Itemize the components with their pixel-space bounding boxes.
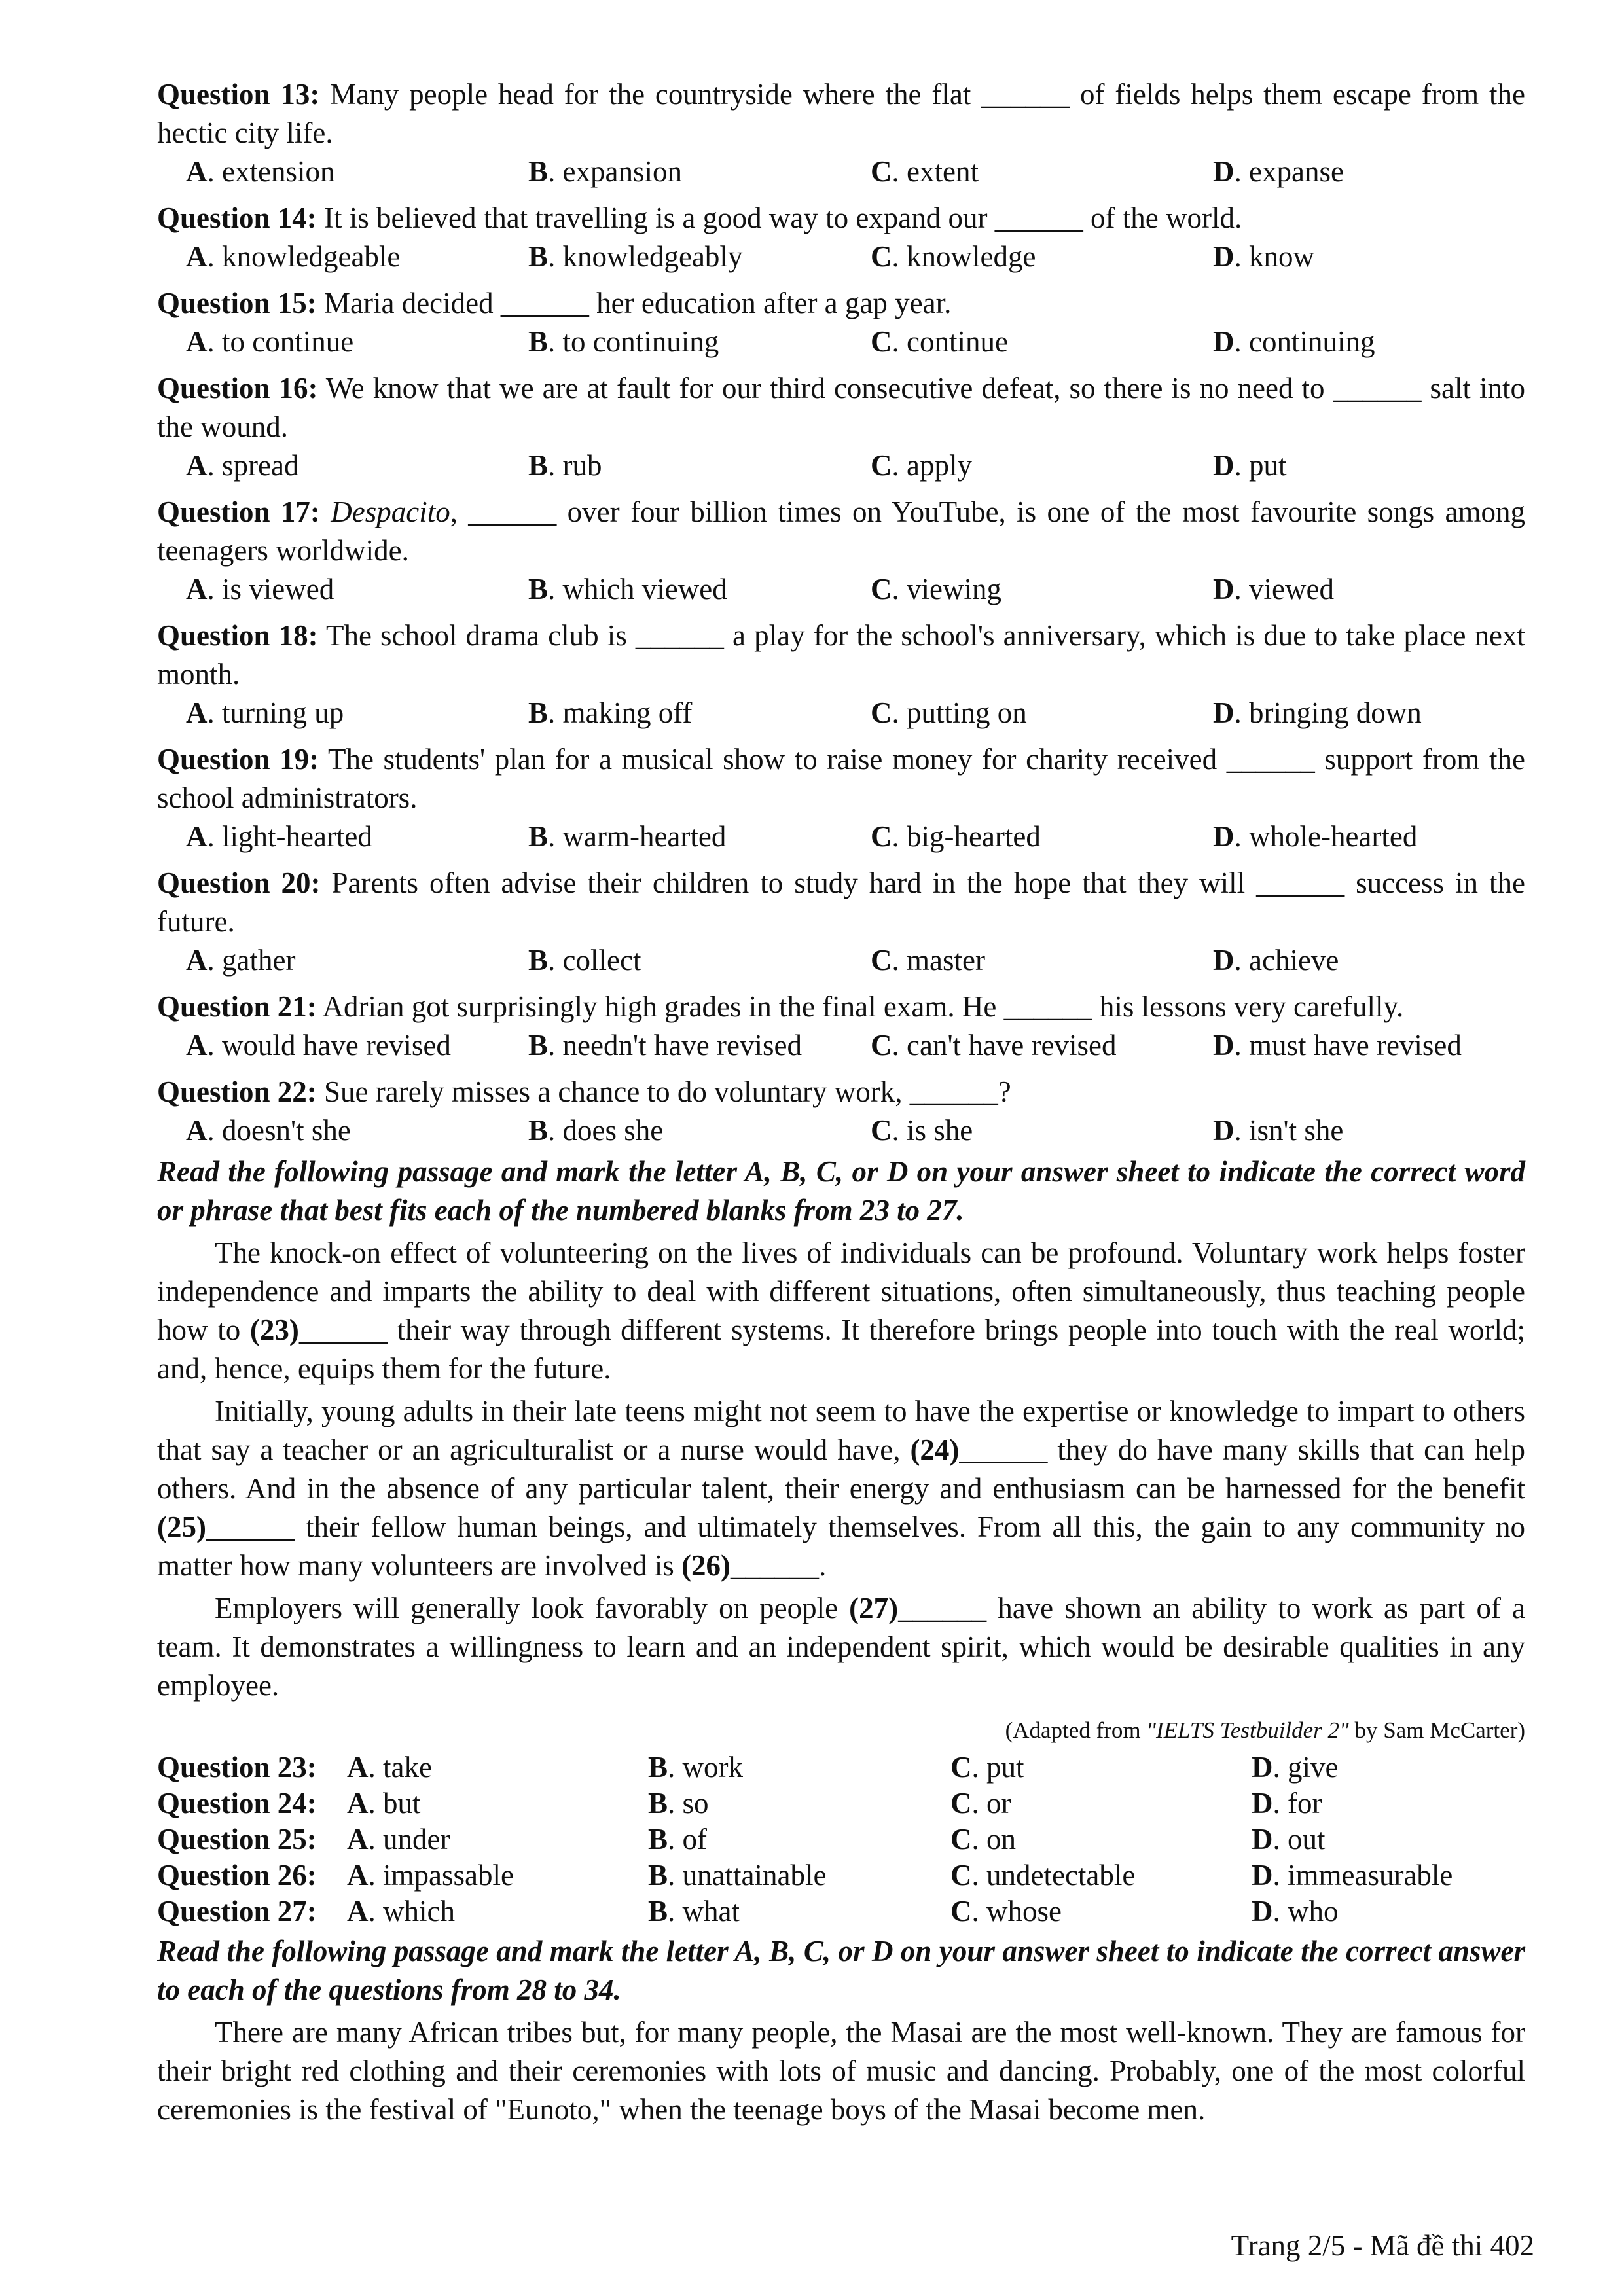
question-label: Question 14: bbox=[157, 202, 317, 234]
cloze-question-24 bbox=[157, 1785, 1525, 1821]
blank-23: (23) bbox=[249, 1314, 299, 1346]
question-stem bbox=[157, 740, 1525, 817]
page-footer: Trang 2/5 - Mã đề thi 402 bbox=[1231, 2229, 1534, 2262]
question-text: Adrian got surprisingly high grades in the final exam. He ______ his lessons very carefully. bbox=[322, 990, 1404, 1023]
question-text: Maria decided ______ her education after a gap year. bbox=[324, 287, 952, 319]
option-b[interactable]: B. knowledgeably bbox=[528, 240, 743, 273]
option-a[interactable]: A. extension bbox=[186, 155, 335, 188]
option-c[interactable]: C. on bbox=[950, 1823, 1016, 1856]
question-text: Sue rarely misses a chance to do voluntary work, ______? bbox=[324, 1075, 1011, 1108]
option-c[interactable]: C. knowledge bbox=[871, 240, 1036, 273]
option-c[interactable]: C. can't have revised bbox=[871, 1029, 1117, 1062]
source-citation: (Adapted from "IELTS Testbuilder 2" by Sam McCarter) bbox=[1005, 1717, 1525, 1743]
cloze-question-23 bbox=[157, 1749, 1525, 1785]
option-c[interactable]: C. or bbox=[950, 1787, 1011, 1820]
blank-24: (24) bbox=[910, 1433, 960, 1466]
answer-options bbox=[157, 1026, 1525, 1065]
option-a[interactable]: A. would have revised bbox=[186, 1029, 451, 1062]
cloze-question-25 bbox=[157, 1821, 1525, 1857]
answer-options bbox=[157, 570, 1525, 609]
question-label: Question 22: bbox=[157, 1075, 317, 1108]
option-b[interactable]: B. making off bbox=[528, 696, 693, 729]
option-d[interactable]: D. must have revised bbox=[1213, 1029, 1462, 1062]
option-b[interactable]: B. collect bbox=[528, 944, 641, 977]
question-stem bbox=[157, 75, 1525, 152]
option-d[interactable]: D. bringing down bbox=[1213, 696, 1422, 729]
question-text: We know that we are at fault for our third consecutive defeat, so there is no need to ______ salt into the wound. bbox=[157, 372, 1526, 443]
option-b[interactable]: B. to continuing bbox=[528, 325, 719, 358]
question-22 bbox=[157, 1073, 1525, 1150]
question-label: Question 18: bbox=[157, 619, 318, 652]
answer-options bbox=[157, 817, 1525, 856]
question-18 bbox=[157, 617, 1525, 732]
answer-options bbox=[157, 941, 1525, 980]
option-b[interactable]: B. expansion bbox=[528, 155, 682, 188]
option-c[interactable]: C. continue bbox=[871, 325, 1008, 358]
question-label: Question 23: bbox=[157, 1751, 317, 1784]
option-b[interactable]: B. of bbox=[648, 1823, 708, 1856]
question-label: Question 21: bbox=[157, 990, 317, 1023]
question-label: Question 24: bbox=[157, 1787, 317, 1820]
option-a[interactable]: A. knowledgeable bbox=[186, 240, 401, 273]
answer-options bbox=[157, 323, 1525, 361]
answer-options bbox=[157, 1111, 1525, 1150]
option-d[interactable]: D. know bbox=[1213, 240, 1314, 273]
option-b[interactable]: B. rub bbox=[528, 449, 602, 482]
option-c[interactable]: C. master bbox=[871, 944, 985, 977]
question-label: Question 20: bbox=[157, 867, 321, 899]
question-label: Question 26: bbox=[157, 1859, 317, 1892]
question-text: Many people head for the countryside where the flat ______ of fields helps them escape from the hectic city life. bbox=[157, 78, 1526, 149]
answer-options bbox=[157, 694, 1525, 732]
option-a[interactable]: A. doesn't she bbox=[186, 1114, 351, 1147]
option-c[interactable]: C. put bbox=[950, 1751, 1024, 1784]
question-14 bbox=[157, 199, 1525, 276]
option-c[interactable]: C. is she bbox=[871, 1114, 973, 1147]
question-stem bbox=[157, 493, 1525, 570]
option-d[interactable]: D. continuing bbox=[1213, 325, 1375, 358]
option-b[interactable]: B. needn't have revised bbox=[528, 1029, 802, 1062]
option-d[interactable]: D. for bbox=[1252, 1787, 1322, 1820]
option-d[interactable]: D. achieve bbox=[1213, 944, 1339, 977]
question-label: Question 25: bbox=[157, 1823, 317, 1856]
option-b[interactable]: B. so bbox=[648, 1787, 709, 1820]
question-label: Question 16: bbox=[157, 372, 318, 404]
song-title: Despacito bbox=[331, 495, 450, 528]
question-13 bbox=[157, 75, 1525, 191]
option-d[interactable]: D. expanse bbox=[1213, 155, 1344, 188]
option-d[interactable]: D. who bbox=[1252, 1895, 1339, 1928]
option-d[interactable]: D. put bbox=[1213, 449, 1287, 482]
blank-27: (27) bbox=[849, 1592, 899, 1624]
option-a[interactable]: A. under bbox=[347, 1823, 450, 1856]
option-d[interactable]: D. immeasurable bbox=[1252, 1859, 1453, 1892]
blank-26: (26) bbox=[681, 1549, 731, 1582]
cloze-answer-grid bbox=[157, 1749, 1525, 1929]
option-a[interactable]: A. turning up bbox=[186, 696, 344, 729]
cloze-question-27 bbox=[157, 1893, 1525, 1929]
option-d[interactable]: D. whole-hearted bbox=[1213, 820, 1418, 853]
option-a[interactable]: A. impassable bbox=[347, 1859, 514, 1892]
question-text: It is believed that travelling is a good way to expand our ______ of the world. bbox=[324, 202, 1242, 234]
question-text: Parents often advise their children to study hard in the hope that they will ______ success in the future. bbox=[157, 867, 1526, 938]
question-16 bbox=[157, 369, 1525, 485]
question-stem bbox=[157, 617, 1525, 694]
option-d[interactable]: D. isn't she bbox=[1213, 1114, 1344, 1147]
option-d[interactable]: D. out bbox=[1252, 1823, 1326, 1856]
option-b[interactable]: B. which viewed bbox=[528, 573, 727, 605]
instruction-cloze: Read the following passage and mark the letter A, B, C, or D on your answer sheet to indicate the correct word or phrase that best fits each of the numbered blanks from 23 to 27. bbox=[157, 1155, 1525, 1227]
question-text: , ______ over four billion times on YouTube, is one of the most favourite songs among teenagers worldwide. bbox=[157, 495, 1526, 567]
question-label: Question 27: bbox=[157, 1895, 317, 1928]
blank-25: (25) bbox=[157, 1511, 206, 1543]
question-stem bbox=[157, 988, 1525, 1026]
answer-options bbox=[157, 446, 1525, 485]
option-b[interactable]: B. warm-hearted bbox=[528, 820, 727, 853]
answer-options bbox=[157, 152, 1525, 191]
question-stem bbox=[157, 369, 1525, 446]
question-17 bbox=[157, 493, 1525, 609]
exam-page bbox=[157, 75, 1525, 2129]
option-c[interactable]: C. apply bbox=[871, 449, 972, 482]
passage1-paragraph-3: Employers will generally look favorably on people (27)______ have shown an ability to work as part of a team. It demonstrates a willingness to learn and an independent spirit, which would be desirable qualities in any employee. bbox=[157, 1592, 1526, 1702]
cloze-question-26 bbox=[157, 1857, 1525, 1893]
option-c[interactable]: C. putting on bbox=[871, 696, 1027, 729]
passage1-paragraph-2: Initially, young adults in their late teens might not seem to have the expertise or knowledge to impart to others that say a teacher or an agriculturalist or a nurse would have, (24)______ they do have many skills that can help others. And in the absence of any particular talent, their energy and enthusiasm can be harnessed for the benefit (25)______ their fellow human beings, and ultimately themselves. From all this, the gain to any community no matter how many volunteers are involved is (26)______. bbox=[157, 1395, 1525, 1582]
option-c[interactable]: C. undetectable bbox=[950, 1859, 1136, 1892]
passage1-paragraph-1: The knock-on effect of volunteering on the lives of individuals can be profound. Voluntary work helps foster independence and imparts the ability to deal with different situations, often simultaneously, thus teaching people how to (23)______ their way through different systems. It therefore brings people into touch with the real world; and, hence, equips them for the future. bbox=[157, 1236, 1525, 1385]
answer-options bbox=[157, 238, 1525, 276]
question-text: The school drama club is ______ a play for the school's anniversary, which is due to take place next month. bbox=[157, 619, 1526, 691]
question-list bbox=[157, 75, 1525, 1150]
option-a[interactable]: A. take bbox=[347, 1751, 432, 1784]
question-label: Question 17: bbox=[157, 495, 320, 528]
passage2-paragraph-1: There are many African tribes but, for many people, the Masai are the most well-known. They are famous for their bright red clothing and their ceremonies with lots of music and dancing. Probably, one of the most colorful ceremonies is the festival of "Eunoto," when the teenage boys of the Masai become men. bbox=[157, 2016, 1525, 2126]
question-stem bbox=[157, 199, 1525, 238]
option-a[interactable]: A. spread bbox=[186, 449, 299, 482]
question-label: Question 19: bbox=[157, 743, 319, 776]
question-stem bbox=[157, 1073, 1525, 1111]
option-b[interactable]: B. does she bbox=[528, 1114, 664, 1147]
question-text: The students' plan for a musical show to raise money for charity received ______ support from the school administrators. bbox=[157, 743, 1525, 814]
option-a[interactable]: A. gather bbox=[186, 944, 296, 977]
question-19 bbox=[157, 740, 1525, 856]
option-c[interactable]: C. big-hearted bbox=[871, 820, 1041, 853]
question-21 bbox=[157, 988, 1525, 1065]
option-a[interactable]: A. which bbox=[347, 1895, 455, 1928]
option-a[interactable]: A. to continue bbox=[186, 325, 354, 358]
question-stem bbox=[157, 864, 1525, 941]
instruction-reading: Read the following passage and mark the letter A, B, C, or D on your answer sheet to indicate the correct answer to each of the questions from 28 to 34. bbox=[157, 1935, 1525, 2006]
option-b[interactable]: B. what bbox=[648, 1895, 740, 1928]
question-stem bbox=[157, 284, 1525, 323]
question-20 bbox=[157, 864, 1525, 980]
option-c[interactable]: C. extent bbox=[871, 155, 979, 188]
option-b[interactable]: B. work bbox=[648, 1751, 743, 1784]
option-c[interactable]: C. whose bbox=[950, 1895, 1062, 1928]
option-d[interactable]: D. give bbox=[1252, 1751, 1339, 1784]
option-c[interactable]: C. viewing bbox=[871, 573, 1001, 605]
option-a[interactable]: A. light-hearted bbox=[186, 820, 372, 853]
question-15 bbox=[157, 284, 1525, 361]
option-a[interactable]: A. is viewed bbox=[186, 573, 334, 605]
question-label: Question 15: bbox=[157, 287, 317, 319]
question-label: Question 13: bbox=[157, 78, 320, 111]
option-d[interactable]: D. viewed bbox=[1213, 573, 1334, 605]
option-a[interactable]: A. but bbox=[347, 1787, 421, 1820]
option-b[interactable]: B. unattainable bbox=[648, 1859, 827, 1892]
